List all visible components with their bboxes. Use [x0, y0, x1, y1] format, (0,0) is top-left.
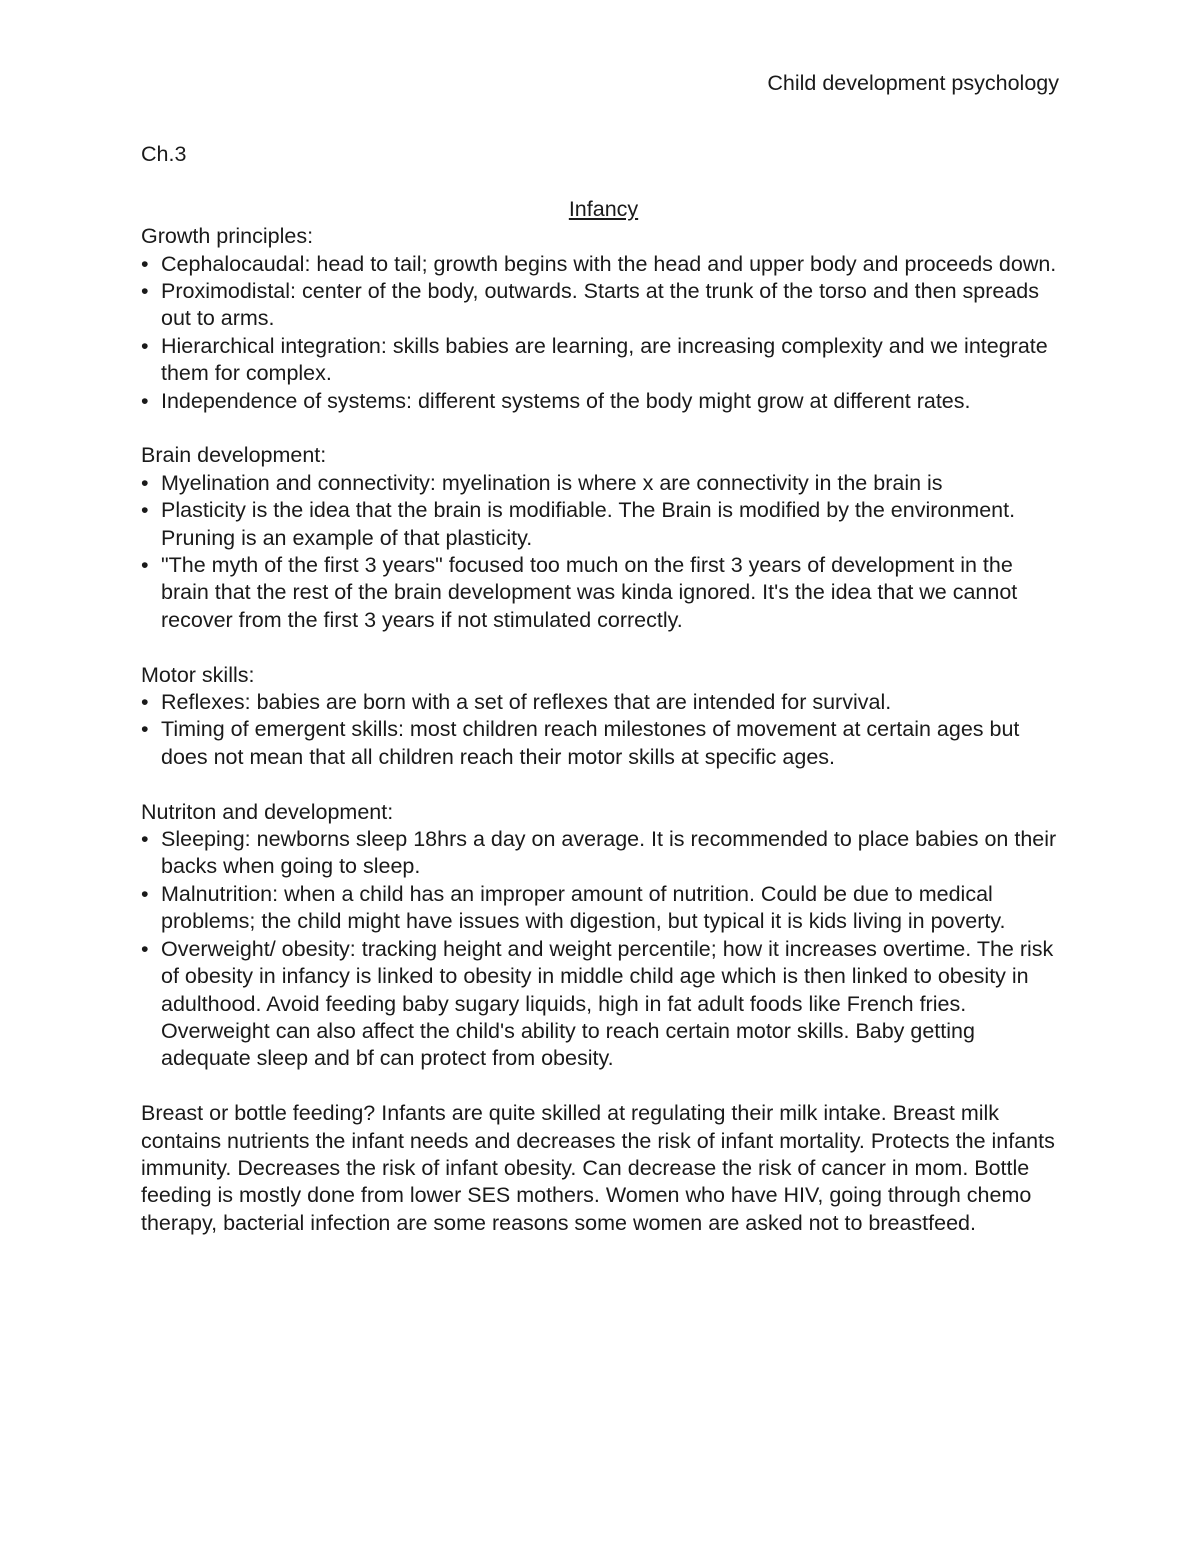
- bullet-list: [141, 470, 1066, 634]
- section-growth-principles: [141, 223, 1066, 415]
- section-heading: Growth principles:: [141, 224, 314, 249]
- list-item: • Timing of emergent skills: most children reach milestones of movement at certain ages but does not mean that all children reach their motor skills at specific ages.: [141, 716, 1066, 771]
- list-item: • Malnutrition: when a child has an improper amount of nutrition. Could be due to medical problems; the child might have issues with digestion, but typical it is kids living in poverty.: [141, 881, 1066, 936]
- list-item: • Independence of systems: different systems of the body might grow at different rates.: [141, 388, 1066, 415]
- list-item: • Hierarchical integration: skills babies are learning, are increasing complexity and we integrate them for complex.: [141, 333, 1066, 388]
- bullet-list: [141, 689, 1066, 771]
- section-brain-development: [141, 442, 1066, 634]
- bullet-list: [141, 826, 1066, 1073]
- section-nutrition-development: [141, 799, 1066, 1073]
- list-item: • Overweight/ obesity: tracking height and weight percentile; how it increases overtime. The risk of obesity in infancy is linked to obesity in middle child age which is then linked to obesity in adulthood. Avoid feeding baby sugary liquids, high in fat adult foods like French fries. Overweight can also affect the child's ability to reach certain motor skills. Baby getting adequate sleep and bf can protect from obesity.: [141, 936, 1066, 1073]
- list-item: • Plasticity is the idea that the brain is modifiable. The Brain is modified by the environment. Pruning is an example of that plasticity.: [141, 497, 1066, 552]
- section-heading: Brain development:: [141, 443, 327, 468]
- running-header: Child development psychology: [767, 71, 1059, 95]
- list-item: • Cephalocaudal: head to tail; growth begins with the head and upper body and proceeds down.: [141, 251, 1066, 278]
- list-item: • Myelination and connectivity: myelination is where x are connectivity in the brain is: [141, 470, 1066, 497]
- section-motor-skills: [141, 662, 1066, 772]
- bullet-list: [141, 251, 1066, 415]
- chapter-label: Ch.3: [141, 142, 187, 166]
- section-heading: Nutriton and development:: [141, 799, 394, 824]
- closing-paragraph: Breast or bottle feeding? Infants are quite skilled at regulating their milk intake. Breast milk contains nutrients the infant needs and decreases the risk of infant mortality. Protects the infants immunity. Decreases the risk of infant obesity. Can decrease the risk of cancer in mom. Bottle feeding is mostly done from lower SES mothers. Women who have HIV, going through chemo therapy, bacterial infection are some reasons some women are asked not to breastfeed.: [141, 1101, 1055, 1235]
- list-item: • Sleeping: newborns sleep 18hrs a day on average. It is recommended to place babies on their backs when going to sleep.: [141, 826, 1066, 881]
- list-item: • Reflexes: babies are born with a set of reflexes that are intended for survival.: [141, 689, 1066, 716]
- list-item: • "The myth of the first 3 years" focused too much on the first 3 years of development in the brain that the rest of the brain development was kinda ignored. It's the idea that we cannot recover from the first 3 years if not stimulated correctly.: [141, 552, 1066, 634]
- document-body: [141, 141, 1066, 1237]
- section-heading: Motor skills:: [141, 662, 255, 687]
- document-title: Infancy: [568, 196, 639, 221]
- list-item: • Proximodistal: center of the body, outwards. Starts at the trunk of the torso and then spreads out to arms.: [141, 278, 1066, 333]
